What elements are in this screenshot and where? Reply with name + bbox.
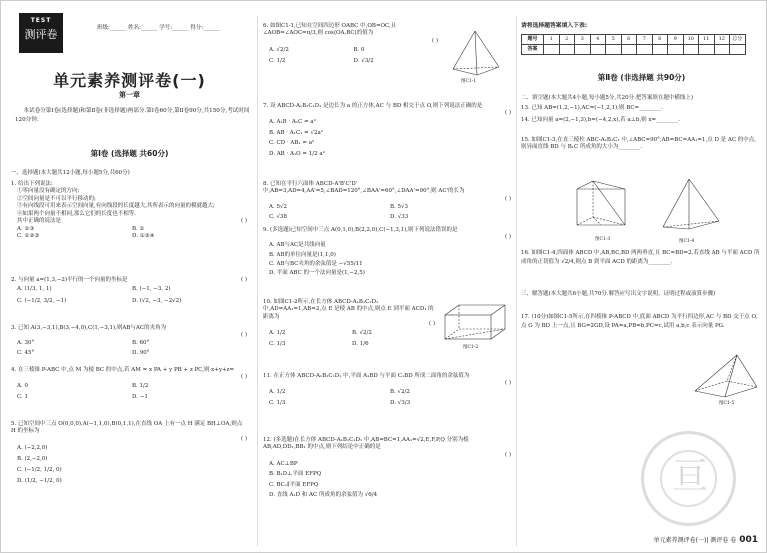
q10-option-d[interactable]: D. 1/6 (352, 341, 369, 348)
q2-option-c[interactable]: C. (−1/2, 3/2, −1) (17, 297, 67, 304)
answer-number: 5 (606, 35, 622, 45)
q11-options (263, 387, 511, 409)
answer-number: 12 (714, 35, 730, 45)
q5-stem: 5. 已知空间中三点 O(0,0,0),A(−1,1,0),B(0,1,1),在直线 OA 上有一点 H 满足 BH⊥OA,则点 H 的坐标为 (11, 421, 243, 435)
figure-c1-3 (571, 177, 633, 233)
figure-c1-2 (441, 301, 509, 343)
question-11 (263, 373, 511, 409)
q12-stem: 12. (多选题)在长方体 ABCD-A₁B₁C₁D₁ 中,AB=BC=1,AA₁=√2,E,F,P,Q 分别为棱 AB,AD,DD₁,BB₁ 的中点,则下列结论中正确的是 (263, 437, 469, 451)
q7-stem: 7. 设 ABCD-A₁B₁C₁D₁ 是边长为 a 的正方体,AC 与 BD 相交于点 O,则下列说法正确的是 (263, 103, 483, 109)
question-15: 15. 如图C1-3,在直三棱柱 ABC-A₁B₁C₁ 中,∠ABC=90°,AB=BC=AA₁=1,点 D 是 AC 的中点,则异面直线 BD 与 B₁C 所成角的大小为________. (521, 137, 757, 151)
q3-option-c[interactable]: C. 45° (17, 350, 35, 357)
answer-cell[interactable] (559, 45, 575, 55)
q6-option-d[interactable]: D. √3/2 (353, 57, 374, 64)
q8-option-d[interactable]: D. √33 (390, 213, 409, 220)
q9-option-c[interactable]: C. AB与BC夹角的余弦值是 −√55/11 (269, 261, 363, 268)
q4-stem: 4. 在三棱锥 P-ABC 中,点 M 为棱 BC 的中点,若 AM = x PA + y PB + z PC,则 x+y+z= (11, 367, 235, 373)
watermark-seal (641, 431, 736, 526)
q4-option-c[interactable]: C. 1 (17, 393, 29, 400)
answer-cell[interactable] (544, 45, 560, 55)
answer-cell[interactable] (590, 45, 606, 55)
question-8 (263, 181, 511, 223)
answer-table-answer-row (522, 45, 746, 55)
q1-item: ①零向量没有确定的方向; (17, 188, 80, 195)
q1-option-b[interactable]: B. ① (132, 225, 145, 232)
q11-option-d[interactable]: D. √3/3 (390, 400, 411, 407)
q1-option-a[interactable]: A. ①③ (17, 225, 35, 232)
footer-label: 单元素养测评卷(一)| 测评卷 卷 (653, 536, 737, 544)
q9-options (263, 241, 511, 278)
answer-cell[interactable] (652, 45, 668, 55)
q2-option-d[interactable]: D. (√2, −3, −2√2) (132, 297, 182, 304)
answer-number: 7 (637, 35, 653, 45)
q5-option-a[interactable]: A. (−2,2,0) (17, 444, 48, 451)
page-title: 单元素养测评卷(一) (53, 71, 206, 90)
fig-c1-4-caption: 图C1-4 (679, 239, 695, 244)
q12-option-a[interactable]: A. AC⊥BP (269, 460, 298, 467)
q7-option-d[interactable]: D. AB · A₁O = 1/2 a² (269, 150, 325, 157)
q6-paren: ( ) (431, 37, 438, 44)
q5-option-b[interactable]: B. (2,−2,0) (17, 455, 48, 462)
answer-table (521, 34, 746, 55)
q5-options (11, 443, 247, 487)
q12-option-c[interactable]: C. BC₁∥平面 EFPQ (269, 481, 319, 488)
answer-number: 6 (621, 35, 637, 45)
q3-paren: ( ) (240, 332, 247, 339)
q9-option-b[interactable]: B. AB的单位向量是(1,1,0) (269, 251, 336, 258)
q2-option-a[interactable]: A. (1/3, 1, 1) (17, 286, 52, 293)
student-info-line: 班级:______ 姓名:______ 学号:______ 得分:______ (97, 25, 220, 31)
q8-stem: 8. 已知在平行六面体 ABCD-A'B'C'D' 中,AB=3,AD=4,AA'=5,∠BAD=120°,∠BAA'=60°,∠DAA'=90°,则 AC'的长为 (263, 181, 465, 195)
q12-paren: ( ) (504, 451, 511, 458)
q10-option-c[interactable]: C. 1/3 (269, 341, 286, 348)
logo-test-text: TEST (30, 17, 52, 24)
q2-stem: 2. 与向量 a=(1,3,−2)平行的一个向量的坐标是 ( ) (11, 277, 247, 283)
q7-paren: ( ) (504, 110, 511, 117)
q3-option-a[interactable]: A. 30° (17, 340, 35, 347)
logo-name-text: 测评卷 (24, 27, 58, 41)
answer-number: 8 (652, 35, 668, 45)
q5-option-d[interactable]: D. (1/2, −1/2, 0) (17, 477, 62, 484)
answer-table-head: 题号 (522, 35, 544, 45)
q7-option-b[interactable]: B. AB · A₁C₁ = √2a² (269, 129, 323, 136)
q3-stem: 3. 已知 A(3,−3,1),B(3,−4,0),C(1,−3,1),则AB与AC的夹角为 (11, 325, 167, 331)
q6-option-b[interactable]: B. 0 (353, 46, 365, 53)
answer-total-cell[interactable] (730, 45, 746, 55)
logo (19, 13, 63, 53)
q1-option-c[interactable]: C. ①②③ (17, 232, 40, 239)
q1-option-d[interactable]: D. ①③④ (132, 232, 155, 239)
page-number: 001 (739, 534, 758, 545)
question-9 (263, 227, 511, 279)
answer-number: 10 (683, 35, 699, 45)
q9-stem: 9. (多选题)已知空间中三点 A(0,1,0),B(2,2,0),C(−1,3,1),则下列说法错误的是 (263, 227, 458, 233)
q6-option-a[interactable]: A. √2/2 (269, 46, 289, 53)
question-5 (11, 421, 247, 487)
q4-option-b[interactable]: B. 1/2 (132, 383, 149, 390)
seal-icon: 亘 (671, 456, 708, 497)
q2-options (11, 284, 247, 307)
answer-cell[interactable] (699, 45, 715, 55)
fig-c1-5-caption: 图C1-5 (719, 401, 735, 406)
q4-option-a[interactable]: A. 0 (17, 383, 28, 390)
q10-stem: 10. 如图C1-2所示,在长方体 ABCD-A₁B₁C₁D₁ 中,AD=AA₁=1,AB=2,点 E 是棱 AB 的中点,则点 E 到平面 ACD₁ 的距离为 (263, 299, 434, 320)
q8-options (263, 203, 511, 223)
page-footer (654, 535, 758, 546)
q6-option-c[interactable]: C. 1/2 (269, 57, 286, 64)
question-16: 16. 如图C1-4,四面体 ABCD 中,AB,BC,BD 两两垂直,且 BC=BD=2,若直线 AB 与平面 ACD 所成角的正切值为 √2/4,则点 B 到平面 ACD 的距离为________. (521, 250, 760, 265)
q7-option-a[interactable]: A. A₁B · A₁C = a² (269, 119, 316, 126)
q8-option-b[interactable]: B. 5√3 (390, 203, 409, 210)
question-17: 17. (10分)如图C1-5所示,在四棱锥 P-ABCD 中,底面 ABCD 为平行四边形,AC 与 BD 交于点 O,点 G 为 BD 上一点,且 BG=2GD,设 PA=a,PB=b,PC=c,试用 a,b,c 表示向量 PG. (521, 314, 758, 329)
answer-number: 4 (590, 35, 606, 45)
section2-head: 二、填空题(本大题共4小题,每小题5分,共20分.把答案填在题中横线上) (521, 95, 694, 101)
q7-options (263, 117, 511, 159)
q11-paren: ( ) (504, 380, 511, 387)
exam-intro: 本试卷分第Ⅰ卷(选择题)和第Ⅱ卷(非选择题)两部分.第Ⅰ卷60分,第Ⅱ卷90分,共150分,考试时间120分钟. (15, 108, 250, 123)
answer-number: 3 (575, 35, 591, 45)
part1-title: 第Ⅰ卷 (选择题 共60分) (90, 149, 169, 158)
chapter-subtitle: 第一章 (119, 91, 140, 99)
answer-cell[interactable] (683, 45, 699, 55)
q7-option-c[interactable]: C. CD · AB₁ = a² (269, 140, 315, 147)
q8-paren: ( ) (504, 195, 511, 202)
answer-table-head: 答案 (522, 45, 544, 55)
q4-options (11, 381, 247, 402)
q11-option-c[interactable]: C. 1/3 (269, 400, 286, 407)
fig-c1-1-caption: 图C1-1 (461, 79, 477, 84)
q1-item: ③有向线段可用来表示空间向量,有向线段的长度越大,其所表示的向量的模就越大; (17, 203, 215, 210)
figure-c1-4 (659, 175, 725, 235)
q9-paren: ( ) (504, 234, 511, 241)
q4-paren: ( ) (240, 374, 247, 381)
q1-paren: ( ) (240, 218, 247, 225)
q9-option-d[interactable]: D. 平面 ABC 的一个法向量是(1,−2,5) (269, 270, 365, 277)
q10-options (263, 328, 435, 350)
q8-option-a[interactable]: A. 5√2 (269, 203, 287, 210)
q12-options (263, 459, 511, 501)
q1-tail: 其中正确的说法是 ( ) (17, 218, 247, 225)
figure-c1-1 (447, 27, 507, 79)
q6-stem: 6. 如图C1-1,已知在空间四边形 OABC 中,OB=OC,且∠AOB=∠AOC=π/3,则 cos⟨OA,BC⟩的值为 (263, 23, 397, 37)
q10-option-a[interactable]: A. 1/2 (269, 330, 286, 337)
q3-option-b[interactable]: B. 60° (132, 340, 150, 347)
q8-option-c[interactable]: C. √38 (269, 213, 288, 220)
answer-cell[interactable] (714, 45, 730, 55)
fig-c1-2-caption: 图C1-2 (463, 345, 479, 350)
answer-total: 总分 (730, 35, 746, 45)
fig-c1-3-caption: 图C1-3 (595, 237, 611, 242)
answer-cell[interactable] (621, 45, 637, 55)
q1-options (11, 226, 247, 241)
q2-option-b[interactable]: B. (−1, −3, 2) (132, 286, 171, 293)
answer-table-number-row (522, 35, 746, 45)
q1-item: ④如果两个向量不相同,那么它们的长度也不相等. (17, 210, 136, 217)
q11-stem: 11. 在正方体 ABCD-A₁B₁C₁D₁ 中,平面 A₁BD 与平面 C₁BD 所成二面角的余弦值为 (263, 373, 470, 379)
q3-option-d[interactable]: D. 90° (132, 350, 150, 357)
q2-paren: ( ) (240, 277, 247, 283)
figure-c1-5 (691, 351, 761, 399)
q1-stem: 1. 给出下列说法: (11, 181, 53, 187)
answer-cell[interactable] (606, 45, 622, 55)
question-12 (263, 437, 511, 501)
answer-cell[interactable] (575, 45, 591, 55)
answer-table-title: 请将选择题答案填入下表: (521, 23, 588, 29)
part2-title: 第Ⅱ卷 (非选择题 共90分) (597, 73, 686, 82)
question-6 (263, 23, 438, 67)
section1-head: 一、选择题(本大题共12小题,每小题5分,共60分) (11, 170, 130, 176)
q9-option-a[interactable]: A. AB与AC是共线向量 (269, 242, 326, 249)
q4-option-d[interactable]: D. −1 (132, 393, 148, 400)
column-divider (516, 16, 517, 546)
column-divider (257, 16, 258, 546)
question-2 (11, 277, 247, 308)
q10-paren: ( ) (428, 321, 435, 328)
answer-cell[interactable] (668, 45, 684, 55)
question-1 (11, 181, 247, 240)
question-13: 13. 已知 AB=(1,2,−1),AC=(−1,2,1),则 BC=________. (521, 105, 663, 111)
question-7 (263, 103, 511, 159)
question-14: 14. 已知向量 a=(2,−1,3),b=(−4,2,x),若 a⊥b,则 x=________. (521, 117, 680, 123)
q12-option-d[interactable]: D. 直线 A₁D 和 AC 所成角的余弦值为 √6/4 (269, 492, 378, 499)
answer-cell[interactable] (637, 45, 653, 55)
q6-options (263, 45, 438, 67)
q3-options (11, 339, 247, 359)
q10-option-b[interactable]: B. √2/2 (352, 330, 372, 337)
q1-item: ②空间向量是不可以平行移动的; (17, 195, 96, 202)
q5-paren: ( ) (240, 435, 247, 442)
answer-number: 1 (544, 35, 560, 45)
question-4 (11, 367, 247, 402)
q12-option-b[interactable]: B. B₁D⊥平面 EFPQ (269, 471, 322, 478)
section3-head: 三、解答题(本大题共6小题,共70分.解答应写出文字说明、证明过程或演算步骤) (521, 291, 716, 297)
answer-number: 2 (559, 35, 575, 45)
answer-number: 9 (668, 35, 684, 45)
q11-option-a[interactable]: A. 1/2 (269, 389, 286, 396)
q5-option-c[interactable]: C. (−1/2, 1/2, 0) (17, 466, 62, 473)
question-10 (263, 299, 435, 350)
answer-number: 11 (699, 35, 715, 45)
q11-option-b[interactable]: B. √2/2 (390, 389, 410, 396)
question-3 (11, 325, 247, 359)
